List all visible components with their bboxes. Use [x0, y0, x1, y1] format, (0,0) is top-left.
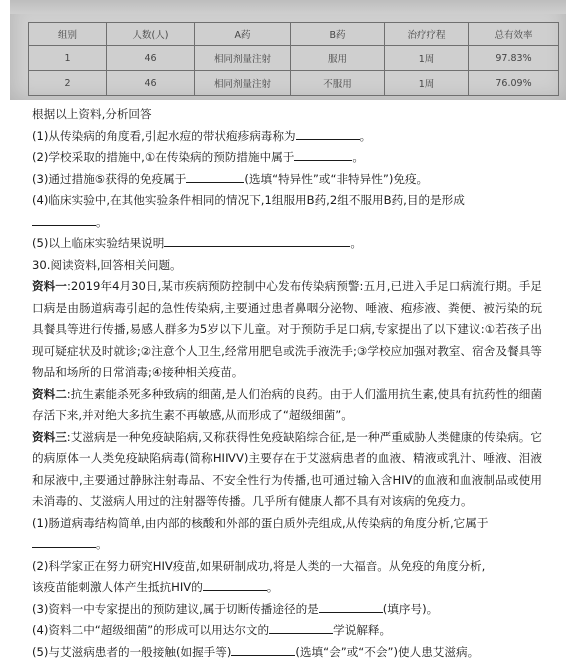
material-three-text: :艾滋病是一种免疫缺陷病,又称获得性免疫缺陷综合征,是一种严重威胁人类健康的传染病。它的病原体一人类免疫缺陷病毒(简称HIⅣV)主要存在于艾滋病患者的血液、精液或乳汁、唾液、泪液和尿液中,主要通过静脉注射毒品、不安全性行为传播,也可通过输入含HIV的血液和血液制品或使用未消毒的、艾滋病人用过的注射器等传播。几乎所有健康人都不具有对该病的免疫力。 — [32, 429, 542, 508]
q30-4-tail: 学说解释。 — [333, 623, 392, 637]
table-row — [29, 46, 559, 71]
q30-4-text: (4)资料二中“超级细菌”的形成可以用达尔文的 — [32, 623, 270, 637]
q30-2 — [32, 556, 542, 578]
q29-3-tail: (选填“特异性”或“非特异性”)免疫。 — [244, 171, 429, 186]
table-cell: 相同剂量注射 — [195, 71, 291, 96]
table-cell: 不服用 — [291, 71, 385, 96]
clinical-trial-table — [28, 22, 559, 96]
table-cell: 46 — [107, 71, 195, 96]
q30-2-cont: 该疫苗能刺激人体产生抵抗HIV的 。 — [32, 577, 542, 599]
q30-3 — [32, 599, 542, 621]
q30-title: 30.阅读资料,回答相关问题。 — [32, 257, 182, 272]
q30-5-text: (5)与艾滋病患者的一般接触(如握手等) — [32, 644, 232, 659]
question-text — [32, 104, 542, 663]
header-group: 组别 — [29, 23, 107, 46]
q30-1 — [32, 513, 542, 535]
material-one-label: 资料一 — [32, 279, 67, 293]
photo-top-edge — [10, 0, 566, 14]
answer-blank[interactable] — [186, 169, 244, 183]
header-course: 治疗疗程 — [385, 23, 469, 46]
q29-4-cont: 。 — [32, 212, 542, 234]
q29-intro: 根据以上资料,分析回答 — [32, 107, 152, 121]
header-drug-a: A药 — [195, 23, 291, 46]
answer-blank[interactable] — [294, 147, 352, 161]
q30-2-text: (2)科学家正在努力研究HIV疫苗,如果研制成功,将是人类的一大福音。从免疫的角度分析, — [32, 558, 486, 573]
q30-5-tail: (选填“会”或“不会”)使人患艾滋病。 — [295, 644, 480, 659]
material-two — [32, 384, 542, 427]
answer-blank[interactable] — [296, 126, 360, 140]
table-header-row — [29, 23, 559, 46]
header-count: 人数(人) — [107, 23, 195, 46]
material-two-text: :抗生素能杀死多种致病的细菌,是人们治病的良药。由于人们滥用抗生素,使具有抗药性的细菌存活下来,并对绝大多抗生素不再敏感,从而形成了“超级细菌”。 — [32, 386, 542, 422]
q29-5: (5)以上临床实验结果说明 。 — [32, 233, 542, 255]
answer-blank[interactable] — [269, 620, 333, 634]
q30-3-text: (3)资料一中专家提出的预防建议,属于切断传播途径的是 — [32, 601, 319, 616]
material-three-label: 资料三 — [32, 429, 67, 444]
material-three — [32, 427, 542, 513]
table-cell: 2 — [29, 71, 107, 96]
q30-5 — [32, 642, 542, 664]
header-drug-b: B药 — [291, 23, 385, 46]
material-one — [32, 276, 542, 384]
material-two-label: 资料二 — [32, 386, 67, 401]
q30-4 — [32, 620, 542, 642]
q29-4-text: (4)临床实验中,在其他实验条件相同的情况下,1组服用B药,2组不服用B药,目的是形成 — [32, 193, 465, 207]
q29-5-text: (5)以上临床实验结果说明 — [32, 236, 165, 250]
answer-blank[interactable] — [319, 599, 383, 613]
q29-2: (2)学校采取的措施中,①在传染病的预防措施中属于 。 — [32, 147, 542, 169]
answer-blank[interactable] — [203, 577, 267, 591]
q29-1: (1)从传染病的角度看,引起水痘的带状疱疹病毒称为 。 — [32, 126, 542, 148]
table-cell: 相同剂量注射 — [195, 46, 291, 71]
material-one-text: :2019年4月30日,某市疾病预防控制中心发布传染病预警:五月,已进入手足口病流行期。手足口病是由肠道病毒引起的急性传染病,主要通过患者鼻咽分泌物、唾液、疱疹液、粪便、被污染的玩具餐具等进行传播,易感人群多为5岁以下儿童。对于预防手足口病,专家提出了以下建议:①若孩子出现可疑症状及时就诊;②注意个人卫生,经常用肥皂或洗手液洗手;③学校应加强对教室、宿舍及餐具等物品和场所的日常消毒;④接种相关疫苗。 — [32, 279, 542, 379]
q30-3-tail: (填序号)。 — [382, 601, 439, 616]
table-cell: 1 — [29, 46, 107, 71]
answer-blank[interactable] — [32, 212, 96, 226]
answer-blank[interactable] — [231, 642, 295, 656]
q30-2-text-b: 该疫苗能刺激人体产生抵抗HIV的 — [32, 580, 203, 594]
q29-3-text: (3)通过措施⑤获得的免疫属于 — [32, 171, 187, 186]
table-cell: 76.09% — [469, 71, 559, 96]
table-row — [29, 71, 559, 96]
q29-3 — [32, 169, 542, 191]
answer-blank[interactable] — [32, 534, 96, 548]
table-cell: 服用 — [291, 46, 385, 71]
q29-1-text: (1)从传染病的角度看,引起水痘的带状疱疹病毒称为 — [32, 128, 296, 143]
q30-1-cont: 。 — [32, 534, 542, 556]
table-cell: 1周 — [385, 46, 469, 71]
table-cell: 46 — [107, 46, 195, 71]
q30-1-text: (1)肠道病毒结构简单,由内部的核酸和外部的蛋白质外壳组成,从传染病的角度分析,它属于 — [32, 515, 489, 530]
table-cell: 97.83% — [469, 46, 559, 71]
q29-4 — [32, 190, 542, 212]
q29-2-text: (2)学校采取的措施中,①在传染病的预防措施中属于 — [32, 150, 295, 164]
header-efficacy: 总有效率 — [469, 23, 559, 46]
answer-blank[interactable] — [164, 233, 350, 247]
table-cell: 1周 — [385, 71, 469, 96]
